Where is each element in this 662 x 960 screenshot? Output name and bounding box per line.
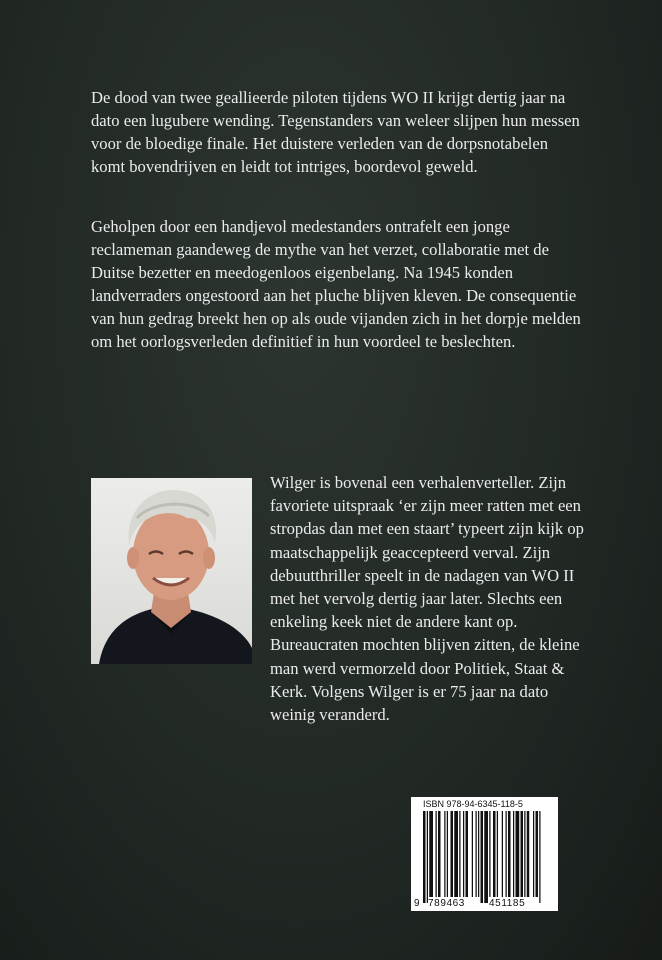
author-bio: Wilger is bovenal een verhalenverteller. Zijn favoriete uitspraak ‘er zijn meer ratten met een stropdas dan met een staart’ typeert zijn kijk op maatschappelijk geaccepteerd verval. Zijn debuutthriller speelt in de nadagen van WO II met het vervolg dertig jaar later. Slechts een enkeling keek niet de andere kant op. Bureaucraten mochten blijven zitten, de kleine man werd vermorzeld door Politiek, Staat & Kerk. Volgens Wilger is er 75 jaar na dato weinig veranderd. (270, 473, 584, 725)
author-photo (91, 478, 252, 664)
isbn-barcode (411, 797, 558, 911)
barcode-digit-lead: 9 (414, 898, 421, 909)
author-portrait-image (91, 478, 252, 664)
barcode-digits-left: 789463 (428, 898, 465, 909)
barcode-digits-right: 451185 (489, 898, 526, 909)
isbn-label: ISBN 978-94-6345-118-5 (423, 799, 523, 809)
barcode-bars-graphic (411, 797, 558, 911)
blurb-paragraph-2: Geholpen door een handjevol medestanders ontrafelt een jonge reclameman gaandeweg de mythe van het verzet, collaboratie met de Duitse bezetter en meedogenloos eigenbelang. Na 1945 konden landverraders ongestoord aan het pluche blijven kleven. De consequentie van hun gedrag breekt hen op als oude vijanden zich in het dorpje melden om het oorlogsverleden definitief in hun voordeel te beslechten. (91, 217, 581, 351)
blurb-paragraph-1: De dood van twee geallieerde piloten tijdens WO II krijgt dertig jaar na dato een lugubere wending. Tegenstanders van weleer slijpen hun messen voor de bloedige finale. Het duistere verleden van de dorpsnotabelen komt bovendrijven en leidt tot intriges, boordevol geweld. (91, 88, 580, 176)
